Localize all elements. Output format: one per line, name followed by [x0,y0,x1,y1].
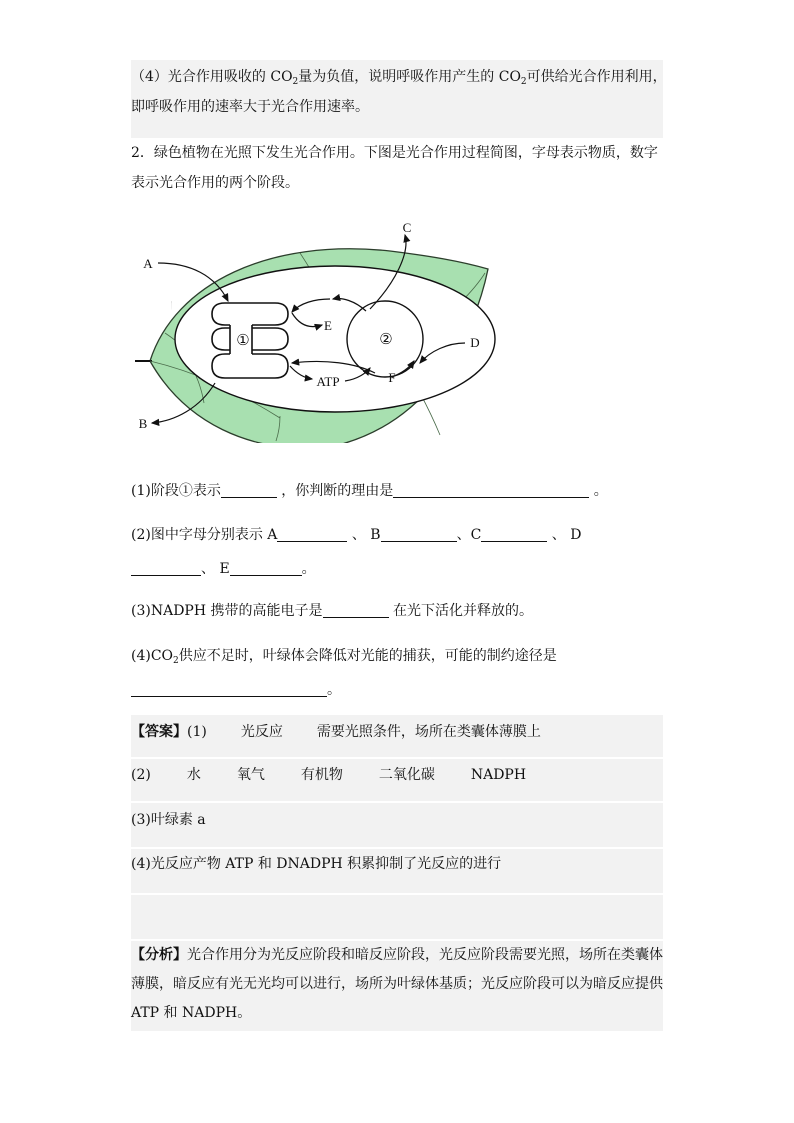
answer-blank-1b[interactable] [393,482,589,498]
answer-line-3: (3)叶绿素 a [131,803,663,847]
answer-blank-d[interactable] [131,560,201,576]
label-a: A [143,256,153,271]
analysis-block: 【分析】光合作用分为光反应阶段和暗反应阶段，光反应阶段需要光照，场所在类囊体 薄膜，暗反应有光无光均可以进行，场所为叶绿体基质；光反应阶段可以为暗反应提供 ATP 和 NADPH。 [131,941,663,1031]
answer-blank-a[interactable] [277,526,347,542]
label-d: D [470,335,480,350]
question-stem [131,138,671,198]
answer-blank-e[interactable] [230,560,302,576]
answer-blank-4[interactable] [131,681,327,697]
answer-line-4: (4)光反应产物 ATP 和 DNADPH 积累抑制了光反应的进行 [131,849,663,893]
label-atp: ATP [316,374,340,389]
question-line-1: 2．绿色植物在光照下发生光合作用。下图是光合作用过程简图，字母表示物质，数字 [131,145,658,161]
intro-block [131,60,667,138]
stage-2-label: ② [379,332,393,348]
question-part-1: (1)阶段①表示 ，你判断的理由是 。 [131,483,608,499]
label-f: F [388,370,396,385]
label-b: B [138,416,148,431]
question-part-2: (2)图中字母分别表示 A 、 B 、C 、 D 、 E 。 [131,527,582,577]
answer-blank-c[interactable] [481,526,547,542]
answer-spacer [131,895,663,939]
intro-line-1: （4）光合作用吸收的 $CO_2$量为负值，说明呼吸作用产生的 $CO_2$可供给光合作用利用， [131,69,667,87]
question-line-2: 表示光合作用的两个阶段。 [131,175,299,191]
intro-line-2: 即呼吸作用的速率大于光合作用速率。 [131,99,369,115]
question-part-3: (3)NADPH 携带的高能电子是 在光下活化并释放的。 [131,603,533,619]
answer-blank-b[interactable] [381,526,457,542]
chloroplast-ellipse [175,266,495,412]
answer-line-1: 【答案】(1) 光反应 需要光照条件，场所在类囊体薄膜上 [131,715,663,757]
answer-line-2: (2) 水 氧气 有机物 二氧化碳 NADPH [131,759,663,801]
photosynthesis-diagram [130,213,500,443]
stage-1-label: ① [236,333,250,349]
question-part-4: $(4)CO_2$供应不足时，叶绿体会降低对光能的捕获，可能的制约途径是 。 [131,648,557,698]
label-e: E [324,318,332,333]
answer-blank-3[interactable] [323,602,389,618]
answer-blank-1a[interactable] [221,482,277,498]
label-c: C [402,220,412,235]
